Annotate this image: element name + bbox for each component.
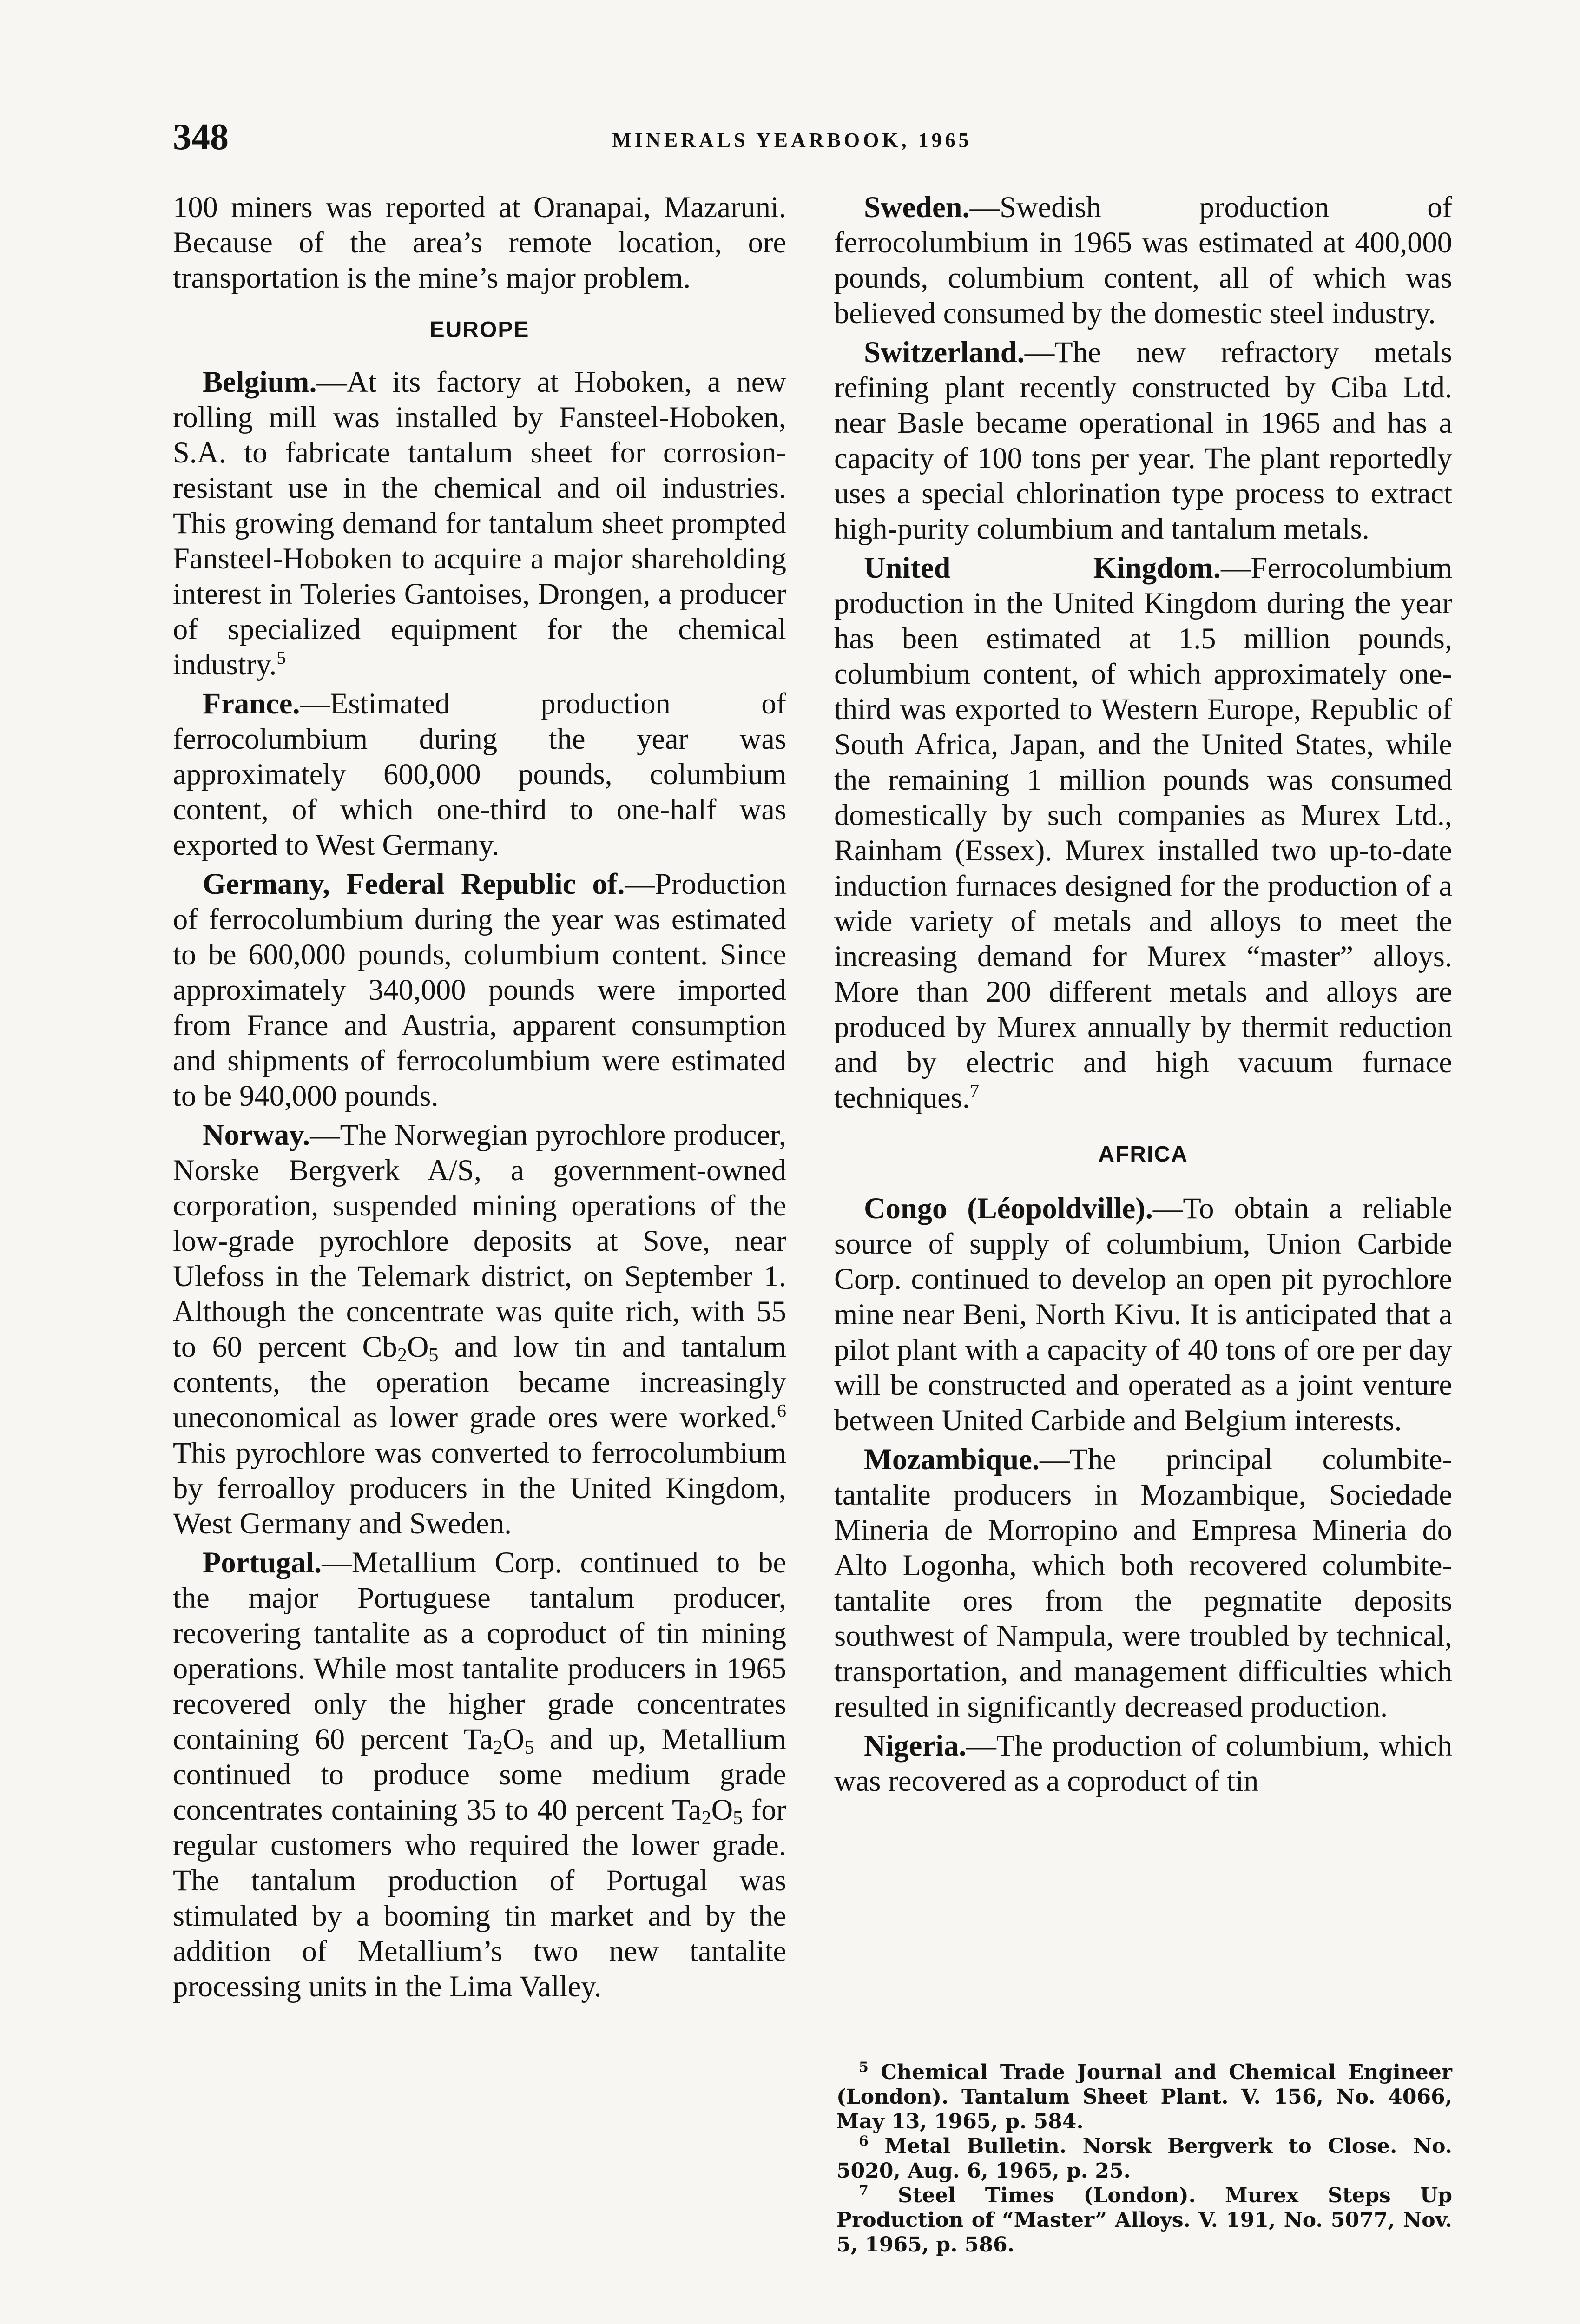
paragraph-text: —The principal columbite-tantalite producers in Mozambique, Sociedade Mineria de Morropino and Empresa Mineria do Alto Logonha, which both recovered columbite-tantalite ores from the pegmatite deposits southwest of Nampula, were troubled by technical, transportation, and management difficulties which resulted in significantly decreased production.	[834, 1443, 1452, 1723]
paragraph-belgium	[173, 364, 786, 682]
country-label: Congo (Léopoldville).	[864, 1192, 1153, 1225]
subscript: 5	[733, 1808, 743, 1829]
country-label: United Kingdom.	[864, 551, 1221, 584]
paragraph-text: —Production of ferrocolumbium during the year was estimated to be 600,000 pounds, columbium content. Since approximately 340,000 pounds were imported from France and Austria, apparent consumption and shipments of ferrocolumbium were estimated to be 940,000 pounds.	[173, 867, 786, 1112]
left-column	[173, 190, 786, 2004]
paragraph-text: —The Norwegian pyrochlore producer, Norske Bergverk A/S, a government-owned corporation, suspended mining operations of the low-grade pyrochlore deposits at Sove, near Ulefoss in the Telemark district, on September 1. Although the concentrate was quite rich, with 55 to 60 percent Cb	[173, 1118, 786, 1363]
paragraph-germany	[173, 866, 786, 1114]
subscript: 5	[428, 1345, 439, 1366]
footnote-mark: 6	[859, 2133, 869, 2150]
footnote	[836, 2134, 1452, 2183]
subscript: 2	[493, 1737, 503, 1758]
page-header	[173, 116, 1411, 167]
paragraph-portugal	[173, 1545, 786, 2004]
paragraph-text: —The new refractory metals refining plant recently constructed by Ciba Ltd. near Basle became operational in 1965 and has a capacity of 100 tons per year. The plant reportedly uses a special chlorination type process to extract high-purity columbium and tantalum metals.	[834, 336, 1452, 545]
section-heading-africa: AFRICA	[1098, 1142, 1188, 1167]
subscript: 2	[701, 1808, 711, 1829]
paragraph-switzerland	[834, 335, 1452, 547]
footnote	[836, 2060, 1452, 2134]
country-label: Portugal.	[203, 1546, 322, 1579]
country-label: Nigeria.	[864, 1729, 967, 1762]
right-column	[834, 190, 1452, 1799]
paragraph-text: —Estimated production of ferrocolumbium during the year was approximately 600,000 pounds, columbium content, of which one-third to one-half was exported to West Germany.	[173, 687, 786, 861]
paragraph-norway	[173, 1117, 786, 1541]
paragraph-france	[173, 686, 786, 863]
footnote-ref[interactable]: 7	[969, 1080, 979, 1102]
footnote-text: Steel Times (London). Murex Steps Up Production of “Master” Alloys. V. 191, No. 5077, Nov. 5, 1965, p. 586.	[836, 2184, 1452, 2257]
paragraph-text: —To obtain a reliable source of supply of columbium, Union Carbide Corp. continued to develop an open pit pyrochlore mine near Beni, North Kivu. It is anticipated that a pilot plant with a capacity of 40 tons of ore per day will be constructed and operated as a joint venture between United Carbide and Belgium interests.	[834, 1192, 1452, 1437]
country-label: Belgium.	[203, 365, 317, 398]
paragraph-text: —At its factory at Hoboken, a new rolling mill was installed by Fansteel-Hoboken, S.A. to fabricate tantalum sheet for corrosion-resistant use in the chemical and oil industries. This growing demand for tantalum sheet prompted Fansteel-Hoboken to acquire a major shareholding interest in Toleries Gantoises, Drongen, a producer of specialized equipment for the chemical industry.	[173, 365, 786, 681]
running-head: MINERALS YEARBOOK, 1965	[612, 129, 972, 152]
country-label: Sweden.	[864, 191, 970, 224]
formula-part: O	[502, 1723, 525, 1756]
page-number: 348	[173, 117, 229, 158]
footnote	[836, 2183, 1452, 2257]
paragraph-text: —The production of columbium, which was recovered as a coproduct of tin	[834, 1729, 1452, 1797]
formula-part: O	[711, 1793, 733, 1826]
country-label: Switzerland.	[864, 336, 1025, 369]
paragraph-text: —Swedish production of ferrocolumbium in 1965 was estimated at 400,000 pounds, columbium content, all of which was believed consumed by the domestic steel industry.	[834, 191, 1452, 330]
paragraph-text: for regular customers who required the lower grade. The tantalum production of Portugal was stimulated by a booming tin market and by the addition of Metallium’s two new tantalite processing units in the Lima Valley.	[173, 1793, 786, 2003]
paragraph-nigeria	[834, 1728, 1452, 1799]
footnote-ref[interactable]: 6	[777, 1400, 786, 1421]
paragraph-mozambique	[834, 1442, 1452, 1724]
footnote-text: Metal Bulletin. Norsk Bergverk to Close. No. 5020, Aug. 6, 1965, p. 25.	[836, 2134, 1452, 2183]
country-label: Norway.	[203, 1118, 310, 1151]
subscript: 5	[524, 1737, 534, 1758]
paragraph-congo	[834, 1191, 1452, 1438]
footnote-mark: 5	[859, 2059, 869, 2076]
paragraph-sweden	[834, 190, 1452, 331]
footnote-text: Chemical Trade Journal and Chemical Engineer (London). Tantalum Sheet Plant. V. 156, No. 4066, May 13, 1965, p. 584.	[836, 2060, 1452, 2133]
country-label: Mozambique.	[864, 1443, 1040, 1476]
subscript: 2	[397, 1345, 407, 1366]
paragraph-text: This pyrochlore was converted to ferrocolumbium by ferroalloy producers in the United Kingdom, West Germany and Sweden.	[173, 1436, 786, 1540]
paragraph-text: and up, Metallium continued to produce some medium grade concentrates containing 35 to 40 percent Ta	[173, 1723, 786, 1826]
country-label: Germany, Federal Republic of.	[203, 867, 625, 900]
paragraph-text: —Metallium Corp. continued to be the major Portuguese tantalum producer, recovering tantalite as a coproduct of tin mining operations. While most tantalite producers in 1965 recovered only the higher grade concentrates containing 60 percent Ta	[173, 1546, 786, 1756]
country-label: France.	[203, 687, 300, 720]
footnotes	[836, 2060, 1452, 2257]
paragraph-text: and low tin and tantalum contents, the operation became increasingly uneconomical as lower grade ores were worked.	[173, 1330, 786, 1434]
footnote-mark: 7	[859, 2182, 869, 2199]
footnote-ref[interactable]: 5	[276, 647, 286, 668]
paragraph-continued: 100 miners was reported at Oranapai, Mazaruni. Because of the area’s remote location, ore transportation is the mine’s major problem.	[173, 191, 786, 294]
formula-part: O	[407, 1330, 429, 1363]
paragraph-text: —Ferrocolumbium production in the United Kingdom during the year has been estimated at 1.5 million pounds, columbium content, of which approximately one-third was exported to Western Europe, Republic of South Africa, Japan, and the United States, while the remaining 1 million pounds was consumed domestically by such companies as Murex Ltd., Rainham (Essex). Murex installed two up-to-date induction furnaces designed for the production of a wide variety of metals and alloys to meet the increasing demand for Murex “master” alloys. More than 200 different metals and alloys are produced by Murex annually by thermit reduction and by electric and high vacuum furnace techniques.	[834, 551, 1452, 1114]
section-heading-europe: EUROPE	[429, 317, 530, 342]
paragraph-united-kingdom	[834, 550, 1452, 1116]
